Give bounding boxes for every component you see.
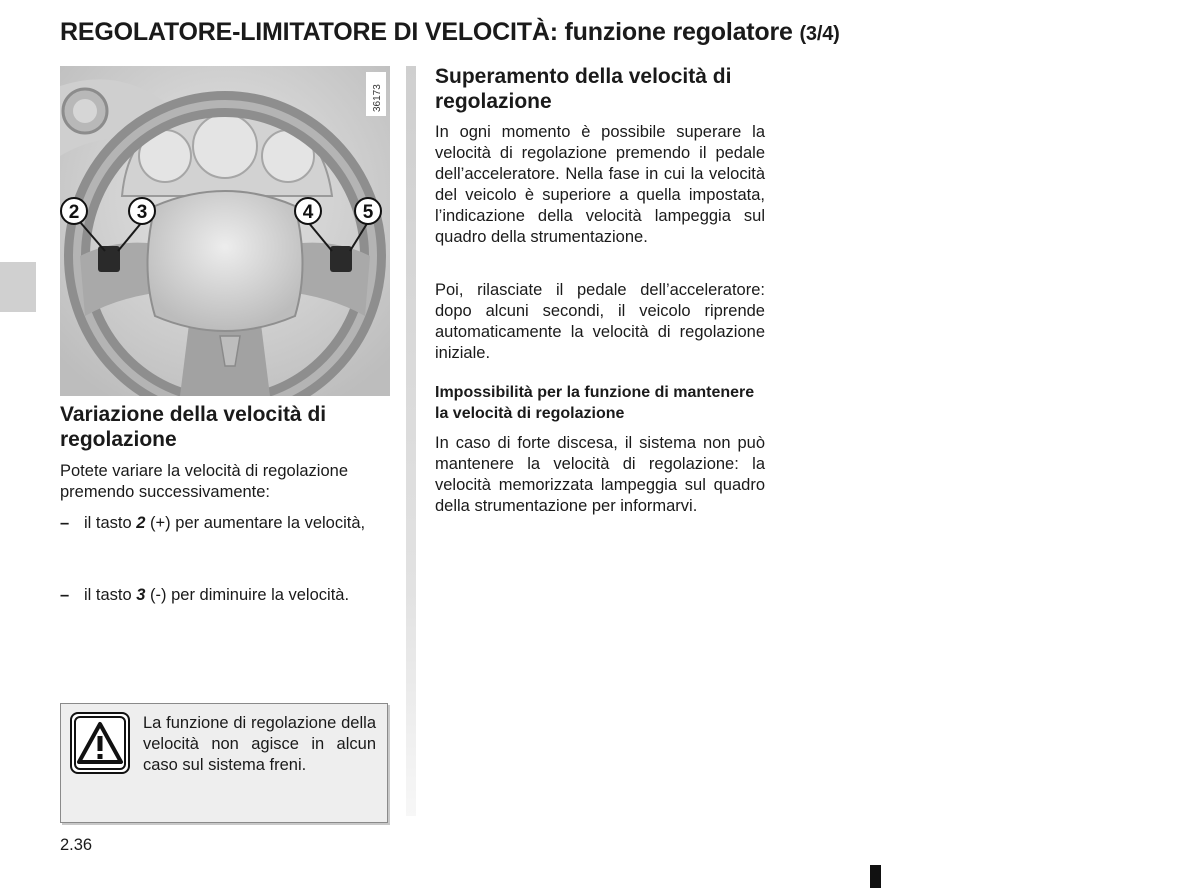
list-item-increase (60, 513, 414, 534)
list-dash: – (60, 586, 70, 604)
key-symbol: (-) (145, 586, 172, 604)
warning-text: La funzione di regolazione della velocità non agisce in alcun caso sul sistema freni. (143, 714, 376, 774)
page-part-indicator: (3/4) (799, 23, 840, 45)
speed-override-paragraph-2: Poi, rilasciate il pedale dell’acceleratore: dopo alcuni secondi, il veicolo riprende automaticamente la velocità di regolazione iniziale. (435, 281, 765, 362)
column-divider (406, 66, 416, 816)
list-text-after: per diminuire la velocità. (171, 586, 350, 604)
callout-3 (129, 198, 155, 224)
callout-5-label: 5 (362, 202, 374, 223)
page-number: 2.36 (60, 836, 93, 854)
list-item-decrease (60, 585, 414, 606)
key-number: 3 (136, 586, 146, 604)
steering-wheel-photo (60, 66, 390, 396)
key-symbol: (+) (145, 514, 176, 532)
callout-2 (61, 198, 87, 224)
section-heading-speed-variation: Variazione della velocità di regolazione (60, 403, 327, 451)
speed-variation-intro: Potete variare la velocità di regolazione premendo successivamente: (60, 462, 349, 501)
page-title-text: REGOLATORE-LIMITATORE DI VELOCITÀ: funzione regolatore (60, 18, 793, 46)
subheading-speed-not-maintained: Impossibilità per la funzione di mantenere la velocità di regolazione (435, 384, 755, 422)
speed-not-maintained-paragraph: In caso di forte discesa, il sistema non può mantenere la velocità di regolazione: la velocità memorizzata lampeggia sul quadro della strumentazione per informarvi. (435, 434, 765, 515)
figure-reference-code (366, 72, 386, 116)
callout-5 (355, 198, 381, 224)
figure-reference-code-text: 36173 (372, 84, 383, 112)
warning-triangle-icon (70, 712, 130, 774)
chapter-tab (0, 262, 36, 312)
callout-4 (295, 198, 321, 224)
steering-wheel-illustration (60, 66, 390, 396)
speed-override-paragraph-1: In ogni momento è possibile superare la velocità di regolazione premendo il pedale dell’acceleratore. Nella fase in cui la velocità del veicolo è superiore a quella impostata, l’indicazione della velocità lampeggia sul quadro della strumentazione. (435, 123, 765, 246)
list-dash: – (60, 514, 70, 532)
page-title (60, 18, 840, 47)
callout-3-label: 3 (136, 202, 148, 223)
key-number: 2 (136, 514, 146, 532)
section-heading-speed-override: Superamento della velocità di regolazione (435, 65, 732, 113)
callout-4-label: 4 (302, 202, 314, 223)
list-text-before: il tasto (84, 514, 137, 532)
page-edge-mark (870, 865, 881, 888)
callout-2-label: 2 (68, 202, 80, 223)
list-text-after: per aumentare la velocità, (175, 514, 366, 532)
list-text-before: il tasto (84, 586, 137, 604)
